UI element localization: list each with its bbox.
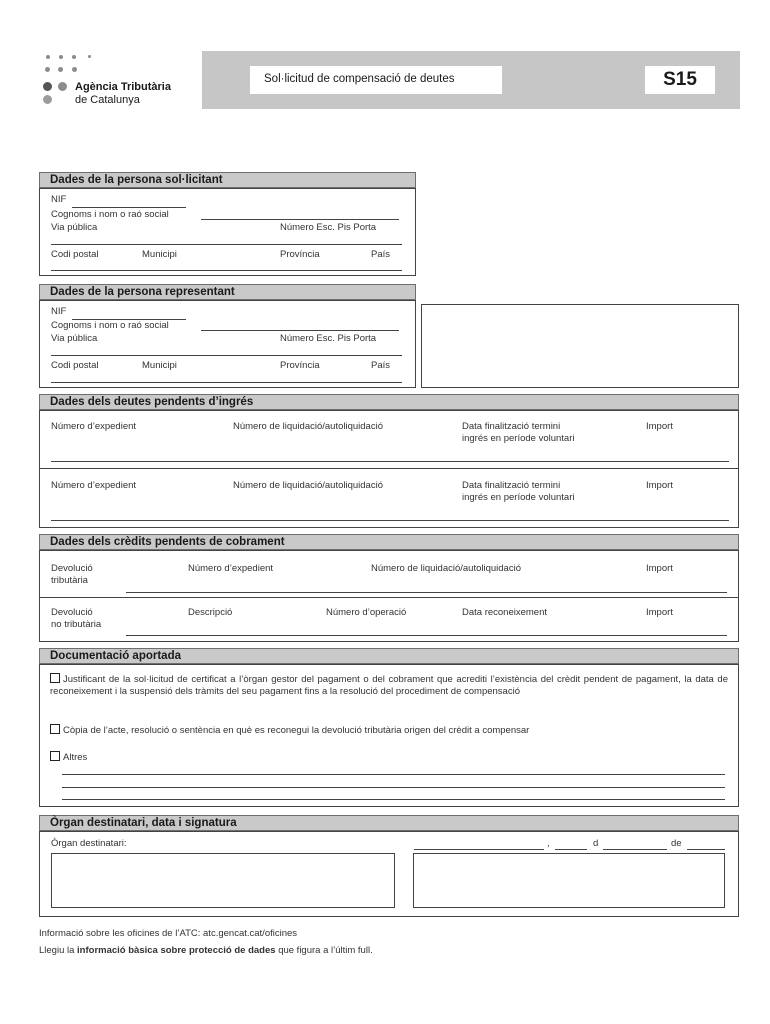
debt1-liq-label: Número de liquidació/autoliquidació [233,421,383,432]
organ-label: Òrgan destinatari: [51,838,127,849]
form-code-box [645,66,715,94]
credit-liq-label: Número de liquidació/autoliquidació [371,563,521,574]
applicant-street-field[interactable] [51,244,402,245]
date-sep-de: de [671,838,682,849]
doc-item-2 [50,724,728,737]
doc-item-2-checkbox[interactable] [50,724,60,734]
debts-title: Dades dels deutes pendents d’ingrés [50,396,254,408]
applicant-section-title [39,172,416,188]
applicant-postal-label: Codi postal [51,249,99,260]
privacy-note [39,945,373,956]
debt1-date-line2: ingrés en període voluntari [462,433,575,444]
year-field[interactable] [687,849,725,850]
agency-name-line1: Agència Tributària [75,81,171,93]
doc-item-1 [50,673,728,698]
credits-title: Dades dels crèdits pendents de cobrament [50,536,285,548]
representative-municipality-label: Municipi [142,360,177,371]
representative-box [39,300,416,388]
representative-country-label: País [371,360,391,371]
place-field[interactable] [414,849,544,850]
nontax-refund-line2: no tributària [51,619,102,630]
credit-file-label: Número d’expedient [188,563,274,574]
representative-nif-label: NIF [51,306,67,317]
representative-name-label: Cognoms i nom o raó social [51,320,169,331]
sign-title: Òrgan destinatari, data i signatura [50,817,237,829]
representative-postal-field[interactable] [51,382,402,383]
registry-stamp-box [421,304,739,388]
doc-item-2-text: Còpia de l’acte, resolució o sentència en què es reconegui la devolució tributària origen del crèdit a compensar [63,725,530,736]
applicant-postal-field[interactable] [51,270,402,271]
agency-name [75,81,171,107]
date-sep-comma: , [547,838,550,849]
nontax-refund-line1: Devolució [51,607,93,618]
form-title: Sol·licitud de compensació de deutes [264,73,455,85]
agency-name-line2: de Catalunya [75,94,140,106]
month-field[interactable] [603,849,667,850]
applicant-name-label: Cognoms i nom o raó social [51,209,169,220]
offices-info: Informació sobre les oficines de l’ATC: atc.gencat.cat/oficines [39,928,298,939]
applicant-nif-field[interactable] [72,207,186,208]
credits-section-title [39,534,739,550]
debt2-liq-label: Número de liquidació/autoliquidació [233,480,383,491]
debt1-file-label: Número d’expedient [51,421,137,432]
date-sep-d: d [593,838,599,849]
doc-item-1-checkbox[interactable] [50,673,60,683]
representative-section-title [39,284,416,300]
nontax-refund-label [51,607,101,631]
debt1-date-label [462,421,575,445]
privacy-prefix: Llegiu la [39,945,75,956]
representative-province-label: Província [280,360,320,371]
form-code: S15 [663,69,697,90]
debt2-amount-label: Import [646,480,673,491]
tax-refund-line1: Devolució [51,563,93,574]
applicant-country-label: País [371,249,391,260]
applicant-street-label: Via pública [51,222,98,233]
other-docs-line-2[interactable] [62,787,725,788]
representative-street-label: Via pública [51,333,98,344]
debt2-date-line1: Data finalització termini [462,480,561,491]
doc-item-3-text: Altres [63,752,88,763]
representative-number-label: Número Esc. Pis Porta [280,333,377,344]
form-title-box [250,66,502,94]
doc-item-1-text: Justificant de la sol·licitud de certificat a l’òrgan gestor del pagament o del cobrament que acrediti l’existència del crèdit pendent de pagament, la data de reconeixement i la suspensió dels tràmits del seu pagament fins a la resolució del procediment de compensació [50,674,728,697]
representative-name-field[interactable] [201,330,399,331]
credit-desc-label: Descripció [188,607,233,618]
docs-title: Documentació aportada [50,650,181,662]
applicant-number-label: Número Esc. Pis Porta [280,222,377,233]
debt2-date-label [462,480,575,504]
tax-refund-label [51,563,93,587]
debt1-date-line1: Data finalització termini [462,421,561,432]
credit-amount-label: Import [646,563,673,574]
debt2-entry-line[interactable] [51,520,729,521]
doc-item-3 [50,751,728,764]
day-field[interactable] [555,849,587,850]
applicant-nif-label: NIF [51,194,67,205]
nontax-refund-entry-line[interactable] [126,635,727,636]
applicant-title: Dades de la persona sol·licitant [50,174,223,186]
docs-section-title [39,648,739,664]
debt2-date-line2: ingrés en període voluntari [462,492,575,503]
organ-input-box[interactable] [51,853,395,908]
tax-refund-entry-line[interactable] [126,592,727,593]
credit-op-label: Número d’operació [326,607,407,618]
credit2-amount-label: Import [646,607,673,618]
debt1-amount-label: Import [646,421,673,432]
other-docs-line-3[interactable] [62,799,725,800]
credits-divider [39,597,739,598]
debts-divider [39,468,739,469]
sign-section-title [39,815,739,831]
credit-date-label: Data reconeixement [462,607,548,618]
debts-box [39,410,739,528]
debt1-entry-line[interactable] [51,461,729,462]
debt2-file-label: Número d’expedient [51,480,137,491]
privacy-link[interactable]: informació bàsica sobre protecció de dades [77,945,276,956]
other-docs-line-1[interactable] [62,774,725,775]
tax-refund-line2: tributària [51,575,88,586]
signature-box[interactable] [413,853,725,908]
representative-street-field[interactable] [51,355,402,356]
applicant-province-label: Província [280,249,320,260]
applicant-name-field[interactable] [201,219,399,220]
debts-section-title [39,394,739,410]
representative-postal-label: Codi postal [51,360,99,371]
representative-title: Dades de la persona representant [50,286,235,298]
doc-item-3-checkbox[interactable] [50,751,60,761]
applicant-municipality-label: Municipi [142,249,177,260]
privacy-suffix: que figura a l’últim full. [278,945,373,956]
